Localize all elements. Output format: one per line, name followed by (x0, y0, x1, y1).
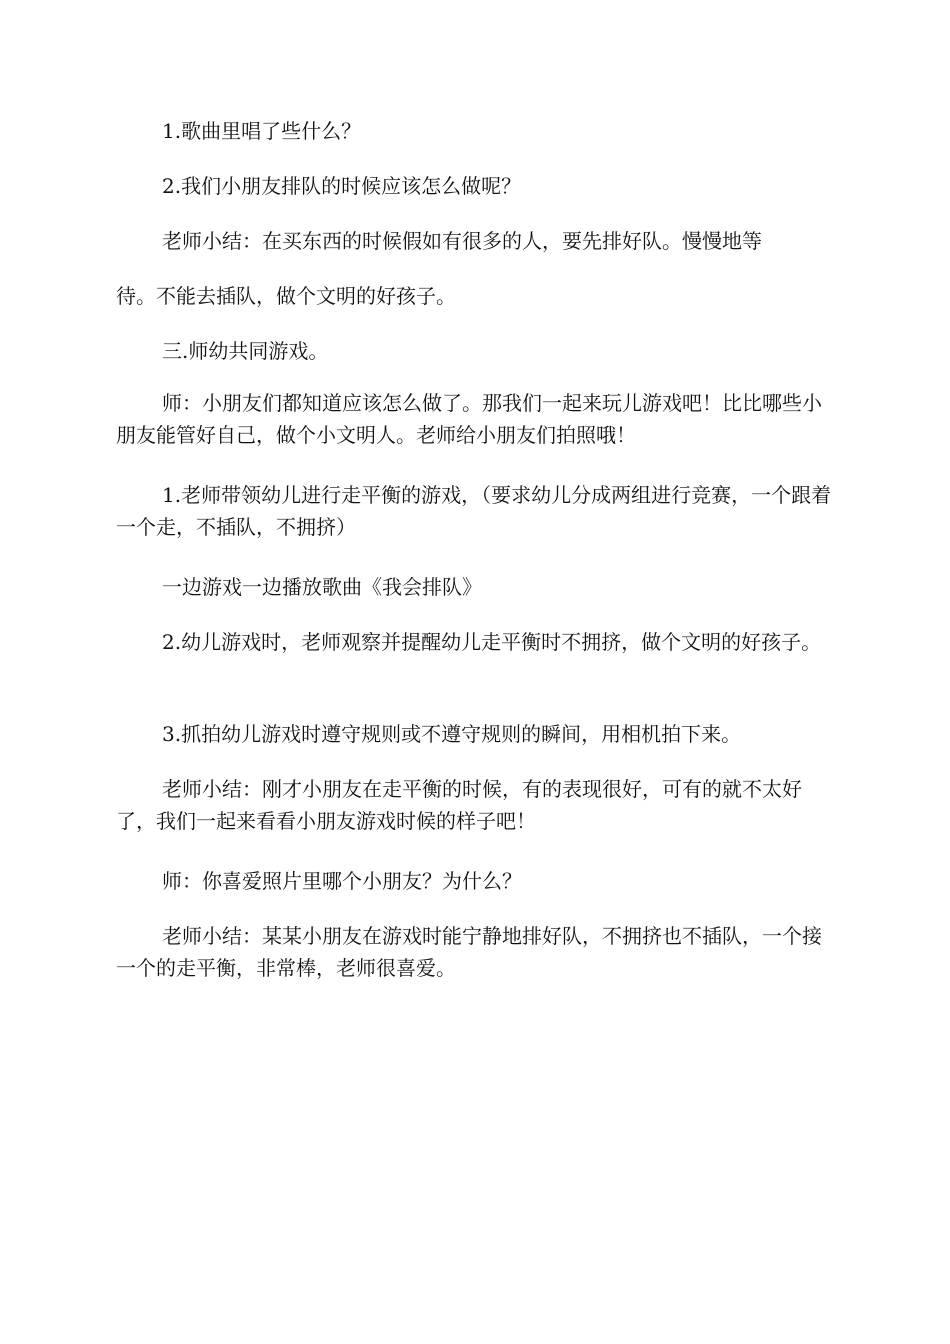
paragraph-song-note: 一边游戏一边播放歌曲《我会排队》 (162, 575, 482, 599)
paragraph-question-2: 2.我们小朋友排队的时候应该怎么做呢？ (162, 174, 522, 198)
section-heading-3: 三.师幼共同游戏。 (162, 339, 329, 363)
paragraph-step-2: 2.幼儿游戏时，老师观察并提醒幼儿走平衡时不拥挤，做个文明的好孩子。 (162, 630, 822, 654)
paragraph-question-1: 1.歌曲里唱了些什么？ (162, 119, 362, 143)
paragraph-teacher-intro: 师：小朋友们都知道应该怎么做了。那我们一起来玩儿游戏吧！比比哪些小朋友能管好自己，做个小文明人。老师给小朋友们拍照哦！ (116, 391, 822, 447)
paragraph-teacher-summary-2: 老师小结：刚才小朋友在走平衡的时候，有的表现很好，可有的就不太好了，我们一起来看看小朋友游戏时候的样子吧！ (116, 777, 802, 833)
paragraph-teacher-question: 师：你喜爱照片里哪个小朋友？为什么？ (162, 869, 522, 893)
paragraph-teacher-summary-1: 老师小结：在买东西的时候假如有很多的人，要先排好队。慢慢地等 (162, 229, 762, 253)
paragraph-step-3: 3.抓拍幼儿游戏时遵守规则或不遵守规则的瞬间，用相机拍下来。 (162, 722, 742, 746)
paragraph-step-1: 1.老师带领幼儿进行走平衡的游戏，（要求幼儿分成两组进行竞赛，一个跟着一个走，不插队，不拥挤） (116, 483, 832, 539)
paragraph-teacher-summary-1-cont: 待。不能去插队，做个文明的好孩子。 (116, 284, 456, 308)
paragraph-teacher-summary-3: 老师小结：某某小朋友在游戏时能宁静地排好队，不拥挤也不插队，一个接一个的走平衡，非常棒，老师很喜爱。 (116, 924, 822, 980)
